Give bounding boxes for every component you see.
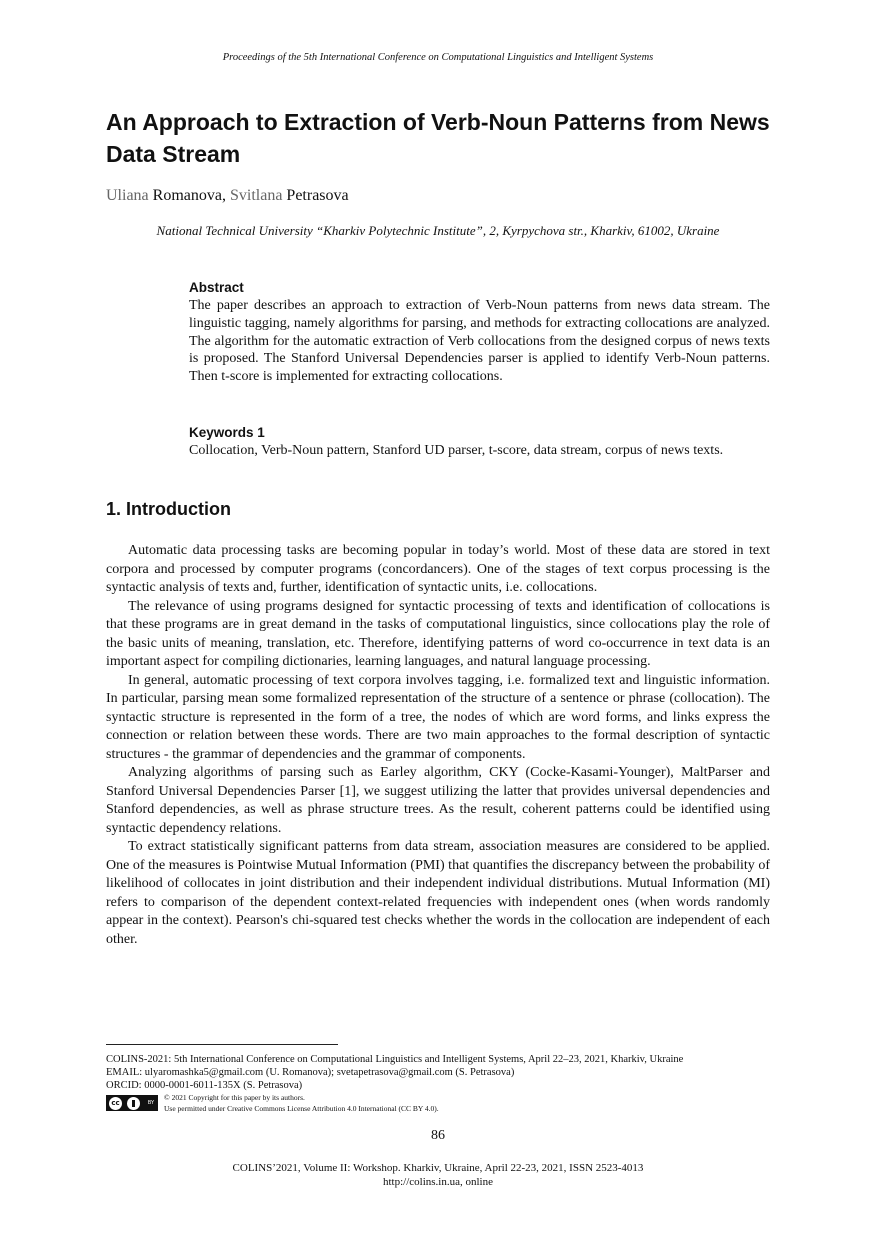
author-list (106, 187, 349, 205)
body-paragraph: Analyzing algorithms of parsing such as Earley algorithm, CKY (Cocke-Kasami-Younger), MaltParser and Stanford Universal Dependencies Parser [1], we suggest utilizing the latter that provides universal dependencies and Stanford dependencies, as well as phrase structure trees. As the result, coherent patterns could be identified using syntactic dependency relations. (106, 765, 770, 836)
footer-line-2: http://colins.in.ua, online (383, 1176, 493, 1188)
body-paragraph: To extract statistically significant patterns from data stream, association measures are considered to be applied. One of the measures is Pointwise Mutual Information (PMI) that quantifies the discrepancy between the probability of likelihood of collocates in joint distribution and their independent individual distributions. Mutual Information (MI) refers to comparison of the dependent context-related frequencies with independent ones (when words randomly appear in the context). Pearson's chi-squared test checks whether the words in the collocation are independent of each other. (106, 839, 770, 947)
body-paragraph: Automatic data processing tasks are becoming popular in today’s world. Most of these data are stored in text corpora and processed by computer programs (concordancers). One of the stages of text corpus processing is the syntactic analysis of texts and, further, identification of syntactic units, i.e. collocations. (106, 543, 770, 595)
author-separator: , (221, 187, 230, 204)
abstract-heading: Abstract (189, 280, 244, 295)
paper-title: An Approach to Extraction of Verb-Noun Patterns from News Data Stream (106, 109, 770, 167)
author-family-name: Romanova (152, 187, 222, 204)
footnote-email: EMAIL: ulyaromashka5@gmail.com (U. Romanova); svetapetrasova@gmail.com (S. Petrasova) (106, 1067, 515, 1078)
footer-line-1: COLINS’2021, Volume II: Workshop. Kharkiv, Ukraine, April 22-23, 2021, ISSN 2523-4013 (232, 1162, 644, 1174)
keywords-heading: Keywords 1 (189, 425, 265, 440)
attribution-icon (127, 1097, 140, 1110)
by-icon: BY (147, 1100, 154, 1106)
running-header: Proceedings of the 5th International Conference on Computational Linguistics and Intelligent Systems (222, 52, 654, 63)
body-paragraph: In general, automatic processing of text corpora involves tagging, i.e. formalized text and linguistic information. In particular, parsing mean some formalized representation of the structure of a sentence or phrase (collocation). The syntactic structure is represented in the form of a tree, the nodes of which are word forms, and links express the connection or relation between these words. There are two main approaches to the formal description of syntactic structures - the grammar of dependencies and the grammar of components. (106, 672, 770, 762)
footnote-conference: COLINS-2021: 5th International Conference on Computational Linguistics and Intelligent Systems, April 22–23, 2021, Kharkiv, Ukraine (106, 1054, 684, 1065)
abstract-text: The paper describes an approach to extraction of Verb-Noun patterns from news data stream. The linguistic tagging, namely algorithms for parsing, and methods for extracting collocations are analyzed. The algorithm for the automatic extraction of Verb collocations from the designed corpus of news texts is proposed. The Stanford Universal Dependencies parser is applied to identify Verb-Noun patterns. Then t-score is implemented for extracting collocations. (189, 298, 770, 385)
page-number: 86 (431, 1128, 445, 1143)
affiliation: National Technical University “Kharkiv Polytechnic Institute”, 2, Kyrpychova str., Kharkiv, 61002, Ukraine (156, 223, 720, 238)
author-given-name: Svitlana (229, 187, 283, 204)
footnote-divider (106, 1044, 338, 1045)
author-given-name: Uliana (106, 187, 149, 204)
section-heading: 1. Introduction (106, 499, 231, 519)
keywords-text: Collocation, Verb-Noun pattern, Stanford UD parser, t-score, data stream, corpus of news texts. (189, 443, 724, 458)
author-family-name: Petrasova (286, 187, 349, 204)
copyright-note: © 2021 Copyright for this paper by its authors. (164, 1093, 305, 1102)
section-body (106, 542, 770, 949)
page-footer (0, 1161, 876, 1189)
footnote-orcid: ORCID: 0000-0001-6011-135X (S. Petrasova) (106, 1080, 303, 1091)
license-note: Use permitted under Creative Commons License Attribution 4.0 International (CC BY 4.0). (164, 1104, 439, 1113)
body-paragraph: The relevance of using programs designed for syntactic processing of texts and identification of collocations is that these programs are in great demand in the tasks of computational linguistics, since collocations play the role of the basic units of meaning, translation, etc. Therefore, identifying patterns of word co-occurrence in text data is an important aspect for compiling dictionaries, learning languages, and natural language processing. (106, 598, 770, 669)
keywords-block (189, 423, 770, 460)
cc-by-license-badge (106, 1095, 158, 1111)
abstract-block (189, 278, 770, 386)
cc-icon: cc (109, 1097, 122, 1110)
